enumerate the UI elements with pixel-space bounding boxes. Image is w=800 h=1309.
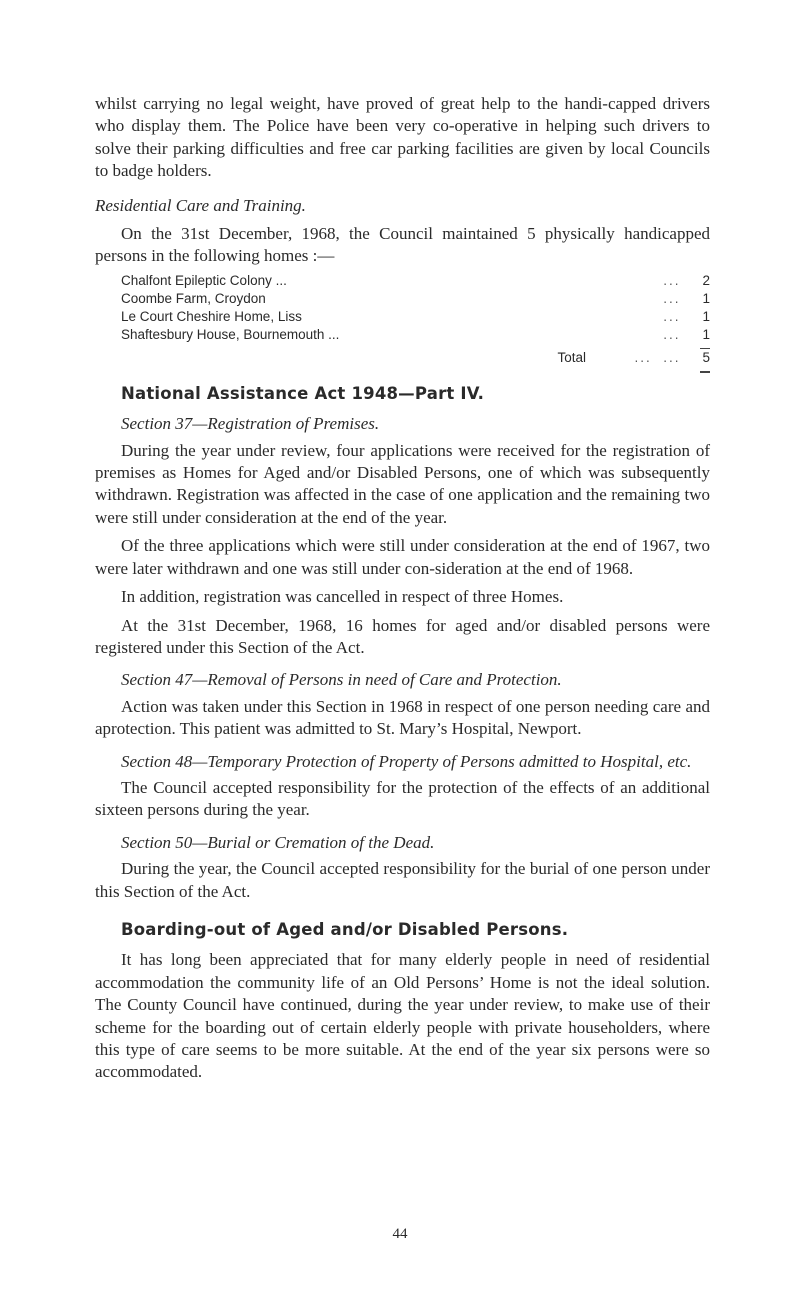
home-row: Le Court Cheshire Home, Liss ... 1 [121, 308, 710, 324]
section-37-paragraph: In addition, registration was cancelled in respect of three Homes. [121, 587, 564, 607]
home-name: Shaftesbury House, Bournemouth ... [121, 326, 340, 342]
boarding-out-paragraph: It has long been appreciated that for many elderly people in need of residential accommodation the community life of an Old Persons’ Home is not the ideal solution. The County Council have continued, during the year under review, to make use of their scheme for the boarding out of certain elderly people with private householders, where this type of care seems to be more suitable. At the end of the year six persons were so accommodated. [95, 950, 710, 1082]
section-47-paragraph: Action was taken under this Section in 1968 in respect of one person needing care and aprotection. This patient was admitted to St. Mary’s Hospital, Newport. [95, 696, 710, 739]
residential-care-heading: Residential Care and Training. [95, 195, 306, 215]
page-number: 44 [392, 1226, 408, 1242]
section-50-heading: Section 50—Burial or Cremation of the Dead. [121, 832, 435, 852]
home-row: Coombe Farm, Croydon ... 1 [121, 290, 710, 306]
total-label: Total [557, 349, 586, 365]
home-row: Chalfont Epileptic Colony ... ... 2 [121, 272, 710, 288]
total-value: 5 [702, 349, 710, 365]
homes-table [121, 272, 710, 373]
section-47-heading: Section 47—Removal of Persons in need of Care and Protection. [121, 670, 562, 690]
home-count: 1 [702, 290, 710, 306]
home-count: 1 [702, 326, 710, 342]
section-48-paragraph: The Council accepted responsibility for the protection of the effects of an additional sixteen persons during the year. [95, 777, 710, 820]
section-48-heading: Section 48—Temporary Protection of Property of Persons admitted to Hospital, etc. [121, 751, 692, 771]
section-37-paragraph: During the year under review, four applications were received for the registration of premises as Homes for Aged and/or Disabled Persons, one of which was subsequently withdrawn. Registration was affected in the case of one application and the remaining two were still under consideration at the end of the year. [95, 440, 710, 527]
section-50-paragraph: During the year, the Council accepted responsibility for the burial of one person under this Section of the Act. [95, 859, 710, 901]
home-name: Le Court Cheshire Home, Liss [121, 308, 302, 324]
home-row: Shaftesbury House, Bournemouth ... ... 1 [121, 326, 710, 342]
home-name: Coombe Farm, Croydon [121, 290, 266, 306]
home-count: 2 [702, 272, 710, 288]
boarding-out-heading: Boarding-out of Aged and/or Disabled Persons. [121, 919, 569, 939]
document-page [95, 93, 710, 1084]
home-count: 1 [702, 308, 710, 324]
residential-care-paragraph: On the 31st December, 1968, the Council maintained 5 physically handicapped persons in the following homes :— [95, 224, 710, 266]
section-37-paragraph: At the 31st December, 1968, 16 homes for aged and/or disabled persons were registered under this Section of the Act. [95, 615, 710, 657]
home-name: Chalfont Epileptic Colony ... [121, 272, 287, 288]
total-row: Total ... ... 5 [121, 349, 710, 367]
national-assistance-act-heading: National Assistance Act 1948—Part IV. [121, 383, 485, 403]
section-37-heading: Section 37—Registration of Premises. [121, 414, 380, 434]
section-37-paragraph: Of the three applications which were still under consideration at the end of 1967, two were later withdrawn and one was still under con-sideration at the end of 1968. [95, 536, 710, 578]
intro-paragraph: whilst carrying no legal weight, have proved of great help to the handi-capped drivers who display them. The Police have been very co-operative in helping such drivers to solve their parking difficulties and free car parking facilities are given by local Councils to badge holders. [95, 94, 710, 181]
